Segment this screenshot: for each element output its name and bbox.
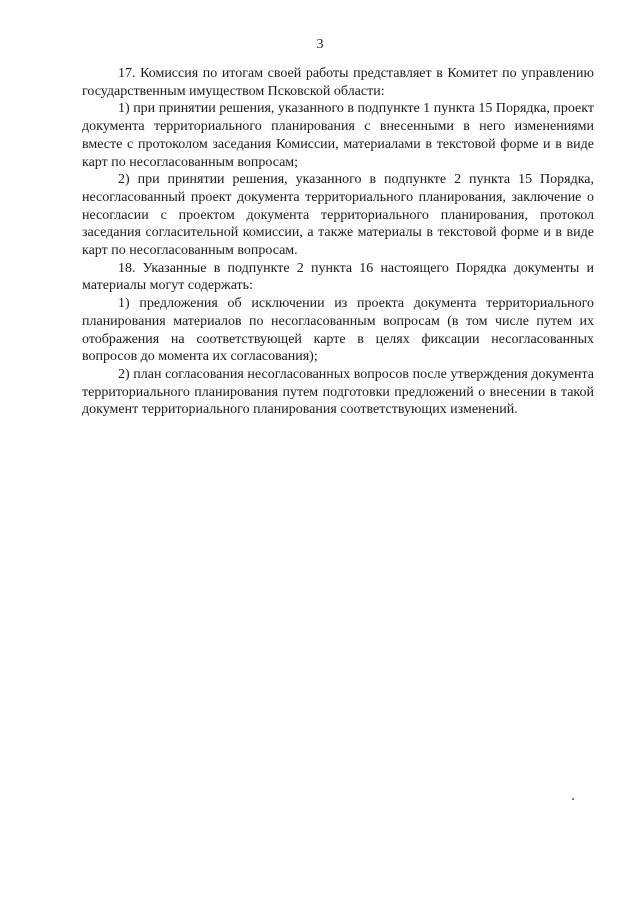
paragraph-18-item-1: 1) предложения об исключении из проекта документа территориального планирования материалов по несогласованным вопросам (в том числе путем их отображения на соответствующей карте в целях фиксации несогласованных вопросов до момента их согласования); [82,296,594,365]
paragraph-17-item-2: 2) при принятии решения, указанного в подпункте 2 пункта 15 Порядка, несогласованный проект документа территориального планирования, заключение о несогласии с проектом документа территориального планирования, протокол заседания согласительной комиссии, а также материалы в текстовой форме и в виде карт по несогласованным вопросам. [82,172,594,259]
document-body [82,65,594,419]
paragraph-17: 17. Комиссия по итогам своей работы представляет в Комитет по управлению государственным имуществом Псковской области: [82,66,594,99]
paragraph-18-item-2: 2) план согласования несогласованных вопросов после утверждения документа территориального планирования путем подготовки предложений о внесении в такой документ территориального планирования соответствующих изменений. [82,366,594,418]
paragraph-17-item-1: 1) при принятии решения, указанного в подпункте 1 пункта 15 Порядка, проект документа территориального планирования с внесенными в него изменениями вместе с протоколом заседания Комиссии, материалами в текстовой форме и в виде карт по несогласованным вопросам; [82,101,594,170]
page-number: 3 [316,37,324,52]
scan-artifact-dot [572,798,574,800]
paragraph-18: 18. Указанные в подпункте 2 пункта 16 настоящего Порядка документы и материалы могут содержать: [82,260,594,294]
